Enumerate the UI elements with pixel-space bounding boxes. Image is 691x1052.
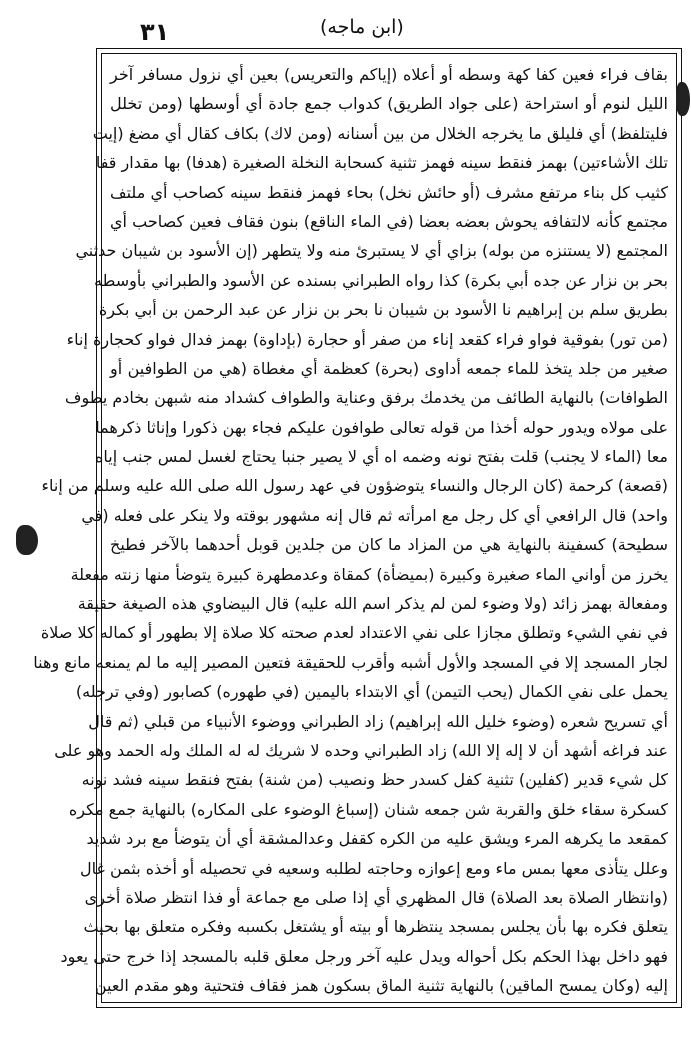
text-line: ومفعالة بهمز زائد (ولا وضوء لمن لم يذكر اسم الله عليه) قال البيضاوي هذه الصيغة حقيقة xyxy=(77,594,668,614)
text-line: يحمل على نفي الكمال (يحب التيمن) أي الابتداء باليمين (في طهوره) كصابور (وفي ترجله) xyxy=(75,682,668,702)
text-line: وعلل يتأذى معها بمس ماء ومع إعوازه وحاجته لطلبه وسعيه في تحصيله أو أخذه بثمن غال xyxy=(80,858,668,878)
text-line: على مولاه ويدور حوله أخذا من قوله تعالى طوافون عليكم فجاء بهن ذكورا وإناثا ذكرهما xyxy=(95,417,668,437)
text-line: كسكرة سقاء خلق والقربة شن جمعه شنان (إسباغ الوضوء على المكاره) بالنهاية جمع مكره xyxy=(68,799,668,819)
text-line: لجار المسجد إلا في المسجد والأول أشبه وأقرب للحقيقة فتعين المصير إليه ما لم يمنعه مانع وهنا xyxy=(33,652,668,672)
text-line: المجتمع (لا يستنزه من بوله) بزاي أي لا يستبرئ منه ولا يتطهر (إن الأسود بن شيبان حدثني xyxy=(75,241,668,261)
text-line: مجتمع كأنه لالتفافه يحوش بعضه بعضا (في الماء الناقع) بنون فقاف فعين كصاحب أي xyxy=(110,211,668,231)
text-line: تلك الأشاءتين) بهمز فنقط سينه فهمز تثنية كسحابة النخلة الصغيرة (هدفا) بها مقدار قفا xyxy=(95,153,668,173)
text-line: يخرز من أواني الماء صغيرة وكبيرة (بميضأة) كمقاة وعدمطهرة كبيرة يتوضأ منها زنته مفعلة xyxy=(70,564,668,584)
text-line: الطوافات) بالنهاية الطائف من يخدمك برفق وعناية والطواف كشداد منه شبهن بخادم يطوف xyxy=(64,388,668,408)
text-line: بقاف فراء فعين كفا كهة وسطه أو أعلاه (إياكم والتعريس) بعين أي نزول مسافر آخر xyxy=(110,65,668,84)
margin-blot xyxy=(16,525,38,555)
text-line: صغير من جلد يتخذ للماء جمعه أداوى (بحرة) كعظمة أي مغطاة (هي من الطوافين أو xyxy=(110,358,668,378)
text-line: معا (الماء لا يجنب) قلت بفتح نونه وضمه اه أي لا يصير جنبا يحتاج لغسل لمس جنب إياه xyxy=(94,447,668,467)
text-line: كثيب كل بناء مرتفع مشرف (أو حائش نخل) بحاء فهمز فنقط سينه كصاحب أي ملتف xyxy=(110,182,668,202)
text-line: (وانتظار الصلاة بعد الصلاة) قال المظهري أي إذا صلى مع جماعة أو فذا انتظر صلاة أخرى xyxy=(84,887,668,907)
text-line: واحد) قال الرافعي أي كل رجل مع امرأته ثم قال إنه مشهور بوقته ولا ينكر على فعله (في xyxy=(81,505,668,525)
text-line: (قصعة) كرحمة (كان الرجال والنساء يتوضؤون في عهد رسول الله صلى الله عليه وسلم من إناء xyxy=(41,476,668,496)
text-line: كل شيء قدير (كفلين) تثنية كفل كسدر حظ ونصيب (من شنة) بفتح فنقط سينه فشد نونه xyxy=(81,770,668,790)
text-frame xyxy=(33,48,682,1008)
text-line: فهو داخل بهذا الحكم بكل أحواله ويدل عليه آخر ورجل معلق قلبه بالمسجد إذا خرج حتى يعود xyxy=(60,946,668,966)
text-line: (من تور) بفوقية فواو فراء كقعد إناء من صفر أو حجارة (بإداوة) بهمز فدال فواو كحجارة إناء xyxy=(66,329,668,349)
text-line: يتعلق فكره بها بأن يجلس بمسجد ينتظرها أو بيته أو يشتغل بكسبه وفكره متعلق بها بحيث xyxy=(83,917,668,937)
text-line: كمقعد ما يكرهه المرء ويشق عليه من الكره كقفل وعدالمشقة أي أن يتوضأ مع برد شديد xyxy=(86,829,668,849)
text-line: سطيحة) كسفينة بالنهاية هي من المزاد ما كان من جلدين قوبل أحدهما بالآخر فطيخ xyxy=(110,535,668,555)
text-line: في نفي الشيء وتطلق مجازا على نفي الاعتداد لعدم صحته كلا صلاة إلا بطهور أو كماله كلا صلاة xyxy=(40,623,668,643)
text-line: بحر بن نزار عن جده أبي بكرة) كذا رواه الطبراني بسنده عن الأسود والطبراني بأوسطه xyxy=(93,270,668,290)
running-header: (ابن ماجه) xyxy=(320,16,404,38)
text-line: بطريق سلم بن إبراهيم نا الأسود بن شيبان نا بحر بن نزار عن عبد الرحمن بن أبي بكرة xyxy=(98,300,668,320)
text-line: الليل لنوم أو استراحة (على جواد الطريق) كدواب جمع جادة أي أوسطها (ومن تخلل xyxy=(110,94,668,114)
margin-blot xyxy=(676,82,690,116)
text-line: إليه (وكان يمسح الماقين) بالنهاية تثنية الماق بسكون همز فقاف فتحتية وهو مقدم العين xyxy=(94,976,668,996)
text-block xyxy=(33,53,677,1003)
text-line: فليتلفظ) أي فليلق ما يخرجه الخلال من بين أسنانه (ومن لاك) بكاف كقال أي مضغ (إيت xyxy=(92,123,668,143)
text-line: عند فراغه أشهد أن لا إله إلا الله) زاد الطبراني وحده لا شريك له له الملك وله الحمد وهو على xyxy=(54,740,668,760)
text-line: أي تسريح شعره (وضوء خليل الله إبراهيم) زاد الطبراني ووضوء الأنبياء من قبلي (ثم قال xyxy=(88,711,668,731)
page-number: ٣١ xyxy=(140,18,170,46)
